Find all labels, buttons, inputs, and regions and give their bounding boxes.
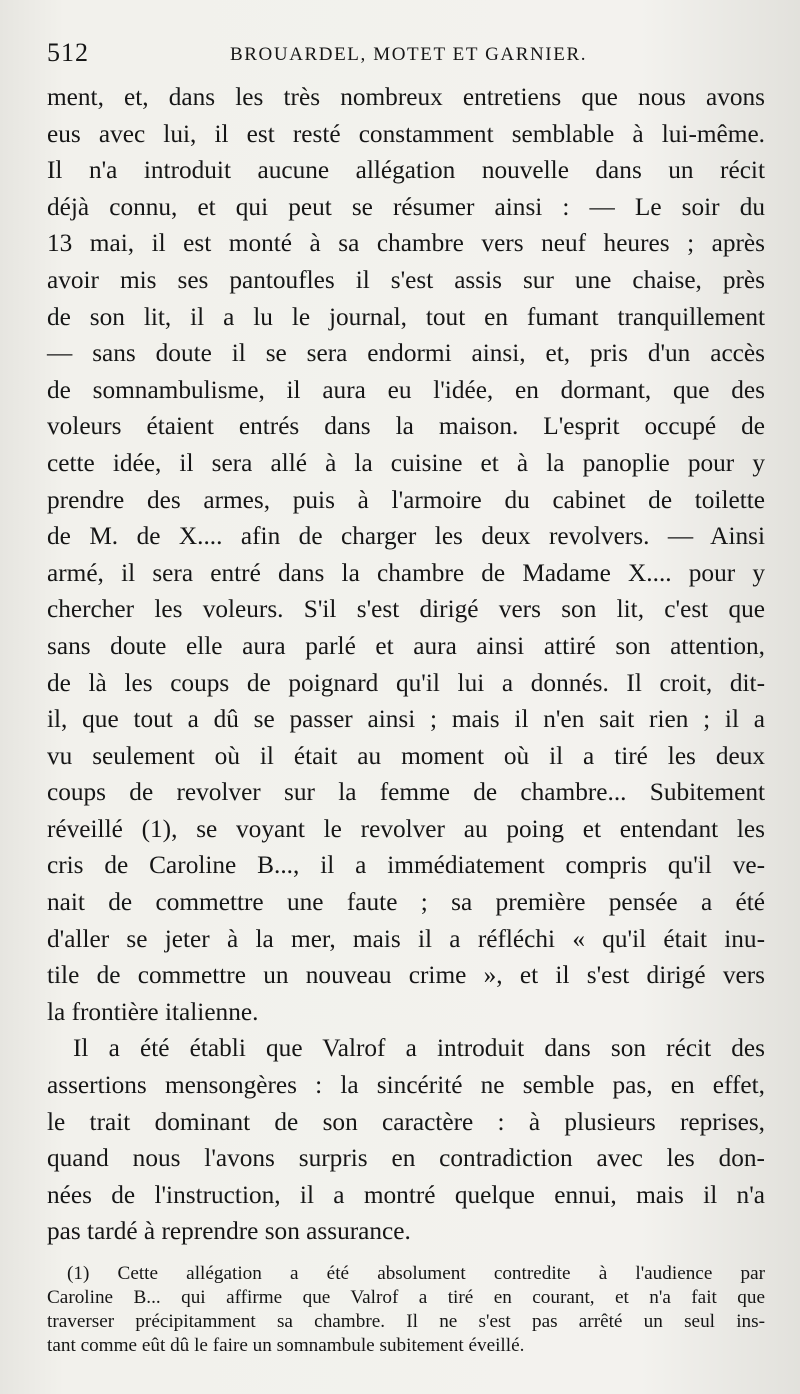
text-line: réveillé (1), se voyant le revolver au poing et entendant les <box>47 814 765 843</box>
text-line: déjà connu, et qui peut se résumer ainsi : — Le soir du <box>47 192 765 221</box>
running-head: BROUARDEL, MOTET ET GARNIER. <box>230 44 588 65</box>
body-text <box>47 79 765 1250</box>
footnote-line: Caroline B... qui affirme que Valrof a tiré en courant, et n'a fait que <box>47 1287 765 1308</box>
text-line: cris de Caroline B..., il a immédiatement compris qu'il ve- <box>47 851 765 880</box>
text-line: Il n'a introduit aucune allégation nouvelle dans un récit <box>47 156 765 185</box>
text-line: prendre des armes, puis à l'armoire du cabinet de toilette <box>47 485 765 514</box>
text-line: nait de commettre une faute ; sa première pensée a été <box>47 888 765 917</box>
text-line: de son lit, il a lu le journal, tout en fumant tranquillement <box>47 302 765 331</box>
text-line: vu seulement où il était au moment où il a tiré les deux <box>47 741 765 770</box>
text-line: il, que tout a dû se passer ainsi ; mais il n'en sait rien ; il a <box>47 705 765 734</box>
footnote-line: (1) Cette allégation a été absolument contredite à l'audience par <box>67 1263 765 1284</box>
footnote <box>47 1262 765 1358</box>
text-line: pas tardé à reprendre son assurance. <box>47 1217 411 1246</box>
text-line: voleurs étaient entrés dans la maison. L'esprit occupé de <box>47 412 765 441</box>
footnote-line: tant comme eût dû le faire un somnambule subitement éveillé. <box>47 1335 525 1356</box>
text-line: le trait dominant de son caractère : à plusieurs reprises, <box>47 1107 765 1136</box>
text-line: 13 mai, il est monté à sa chambre vers neuf heures ; après <box>47 229 765 258</box>
text-line: — sans doute il se sera endormi ainsi, et, pris d'un accès <box>47 339 765 368</box>
text-line: cette idée, il sera allé à la cuisine et à la panoplie pour y <box>47 448 765 477</box>
text-line: sans doute elle aura parlé et aura ainsi attiré son attention, <box>47 631 765 660</box>
text-line: avoir mis ses pantoufles il s'est assis sur une chaise, près <box>47 265 765 294</box>
text-line: ment, et, dans les très nombreux entretiens que nous avons <box>47 83 765 111</box>
text-line: assertions mensongères : la sincérité ne semble pas, en effet, <box>47 1071 765 1100</box>
text-line: d'aller se jeter à la mer, mais il a réfléchi « qu'il était inu- <box>47 924 765 953</box>
text-line: de M. de X.... afin de charger les deux revolvers. — Ainsi <box>47 522 765 551</box>
text-line: nées de l'instruction, il a montré quelque ennui, mais il n'a <box>47 1180 765 1209</box>
text-line: quand nous l'avons surpris en contradiction avec les don- <box>47 1144 765 1173</box>
text-line: de somnambulisme, il aura eu l'idée, en dormant, que des <box>47 375 765 404</box>
text-line: tile de commettre un nouveau crime », et il s'est dirigé vers <box>47 961 765 990</box>
text-line: chercher les voleurs. S'il s'est dirigé vers son lit, c'est que <box>47 595 765 624</box>
text-line: eus avec lui, il est resté constamment semblable à lui-même. <box>47 119 765 148</box>
text-line: de là les coups de poignard qu'il lui a donnés. Il croit, dit- <box>47 668 765 697</box>
text-line: armé, il sera entré dans la chambre de Madame X.... pour y <box>47 558 765 587</box>
text-line: coups de revolver sur la femme de chambre... Subitement <box>47 778 765 807</box>
page-header <box>47 38 750 74</box>
text-line: la frontière italienne. <box>47 997 259 1026</box>
page-number: 512 <box>47 38 89 67</box>
paragraph-start-line: Il a été établi que Valrof a introduit dans son récit des <box>73 1034 765 1063</box>
footnote-line: traverser précipitamment sa chambre. Il ne s'est pas arrêté un seul ins- <box>47 1311 765 1332</box>
